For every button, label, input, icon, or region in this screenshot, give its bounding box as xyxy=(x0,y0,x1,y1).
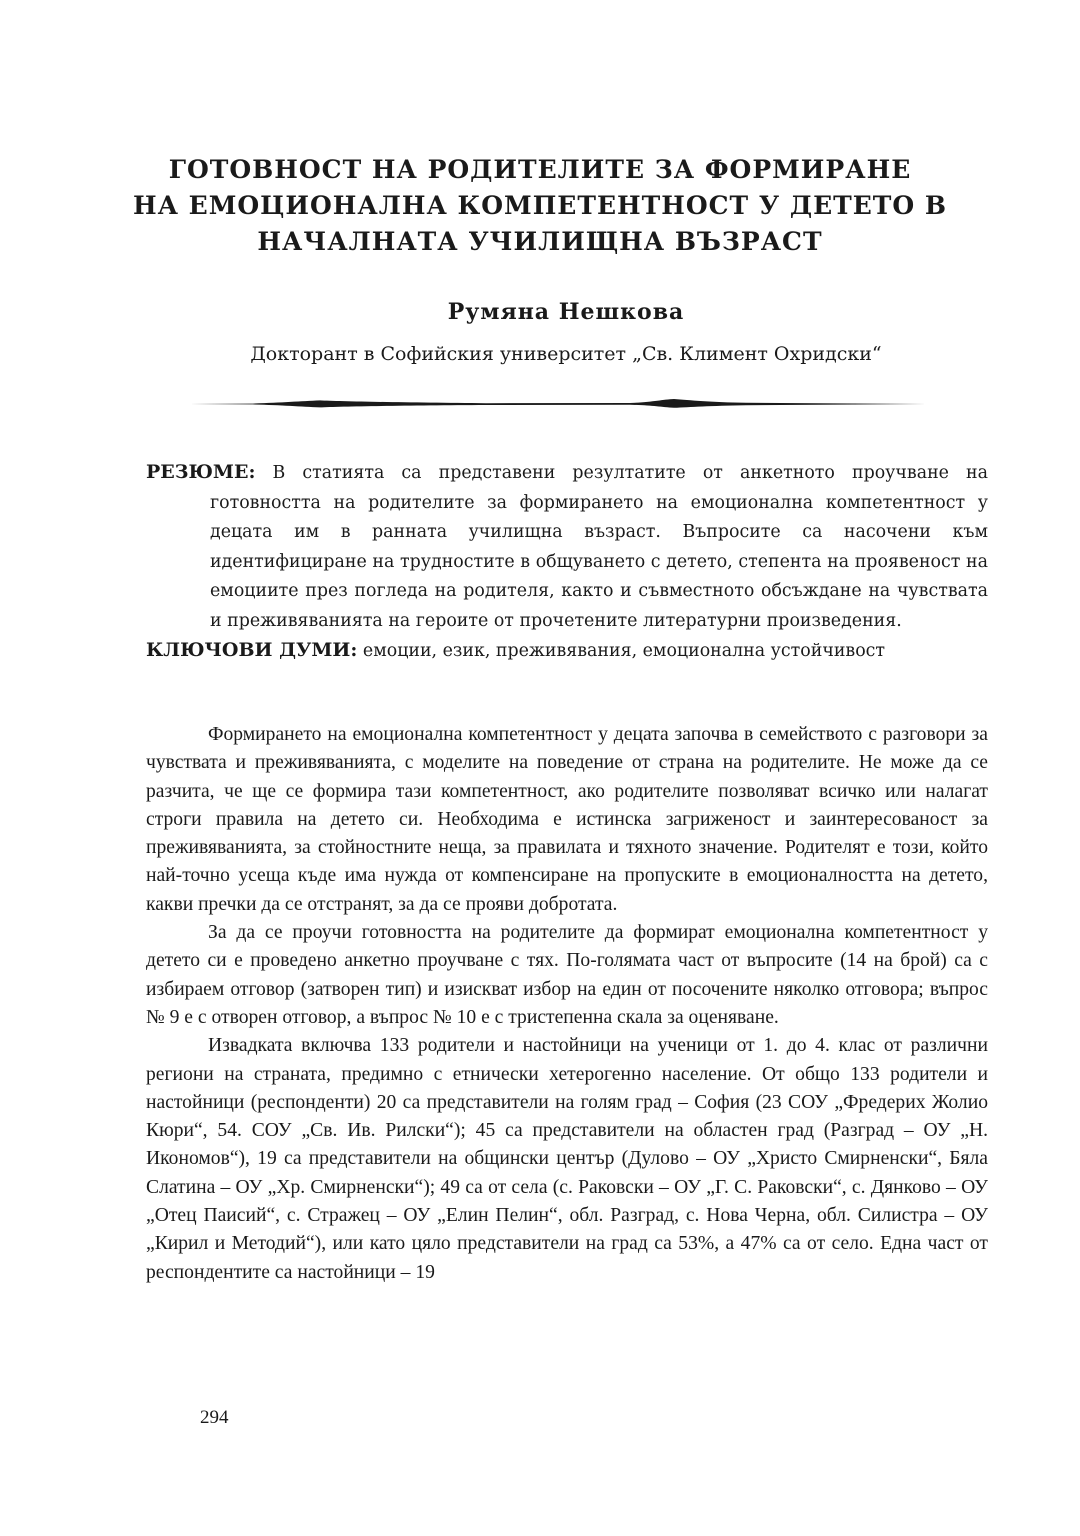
abstract-paragraph xyxy=(146,458,988,636)
ornamental-divider xyxy=(190,393,926,413)
article-title xyxy=(120,152,960,260)
body-paragraph-2: За да се проучи готовността на родителите да формират емоционална компетентност у детето си е проведено анкетно проучване с тях. По-голямата част от въпросите (14 на брой) са с избираем отговор (затворен тип) и изискват избор на един от посочените няколко отговора; въпрос № 9 е с отворен отговор, а въпрос № 10 е с тристепенна скала за оценяване. xyxy=(146,922,988,1028)
page-number: 294 xyxy=(200,1407,229,1428)
author-name: Румяна Нешкова xyxy=(447,299,685,325)
keywords-label: КЛЮЧОВИ ДУМИ: xyxy=(146,639,358,661)
abstract-label: РЕЗЮМЕ: xyxy=(146,461,256,483)
keywords-text: емоции, език, преживявания, емоционална устойчивост xyxy=(357,641,886,661)
abstract-section xyxy=(146,458,988,667)
article-title-line-1: ГОТОВНОСТ НА РОДИТЕЛИТЕ ЗА ФОРМИРАНЕ xyxy=(168,155,912,184)
body-paragraph-1: Формирането на емоционална компетентност у децата започва в семейството с разговори за чувствата и преживяванията, с моделите на поведение от страна на родителите. Не може да се разчита, че ще се формира тази компетентност, ако родителите позволяват всичко или налагат строги правила на детето си. Необходима е истинска загриженост и заинтересованост за преживяванията, за стойностните неща, за правилата и тяхното значение. Родителят е този, който най-точно усеща къде има нужда от компенсиране на пропуските в емоционалността на детето, какви пречки да се отстранят, за да се прояви добротата. xyxy=(146,724,988,915)
keywords-line xyxy=(146,636,988,667)
article-title-line-3: НАЧАЛНАТА УЧИЛИЩНА ВЪЗРАСТ xyxy=(257,227,823,256)
body-paragraph-3: Извадката включва 133 родители и настойници на ученици от 1. до 4. клас от различни региони на страната, предимно с етнически хетерогенно население. От общо 133 родители и настойници (респонденти) 20 са представители на голям град – София (23 СОУ „Фредерих Жолио Кюри“, 54. СОУ „Св. Ив. Рилски“); 45 са представители на областен град (Разград – ОУ „Н. Икономов“), 19 са представители на общински център (Дулово – ОУ „Христо Смирненски“, Бяла Слатина – ОУ „Хр. Смирненски“); 49 са от села (с. Раковски – ОУ „Г. С. Раковски“, с. Дянково – ОУ „Отец Паисий“, с. Стражец – ОУ „Елин Пелин“, обл. Разград, с. Нова Черна, обл. Силистра – ОУ „Кирил и Методий“), или като цяло представители на град са 53%, а 47% са от село. Една част от респондентите са настойници – 19 xyxy=(146,1035,988,1283)
article-title-line-2: НА ЕМОЦИОНАЛНА КОМПЕТЕНТНОСТ У ДЕТЕТО В xyxy=(132,191,947,220)
author-affiliation: Докторант в Софийския университет „Св. Климент Охридски“ xyxy=(250,343,882,365)
article-body xyxy=(146,721,988,1287)
abstract-text: В статията са представени резултатите от анкетното проучване на готовността на родителите за формирането на емоционална компетентност у децата им в ранната училищна възраст. Въпросите са насочени към идентифициране на трудностите в общуването с детето, степента на проявеност на емоциите през погледа на родителя, както и съвместното обсъждане на чувствата и преживяванията на героите от прочетените литературни произведения. xyxy=(210,463,988,631)
